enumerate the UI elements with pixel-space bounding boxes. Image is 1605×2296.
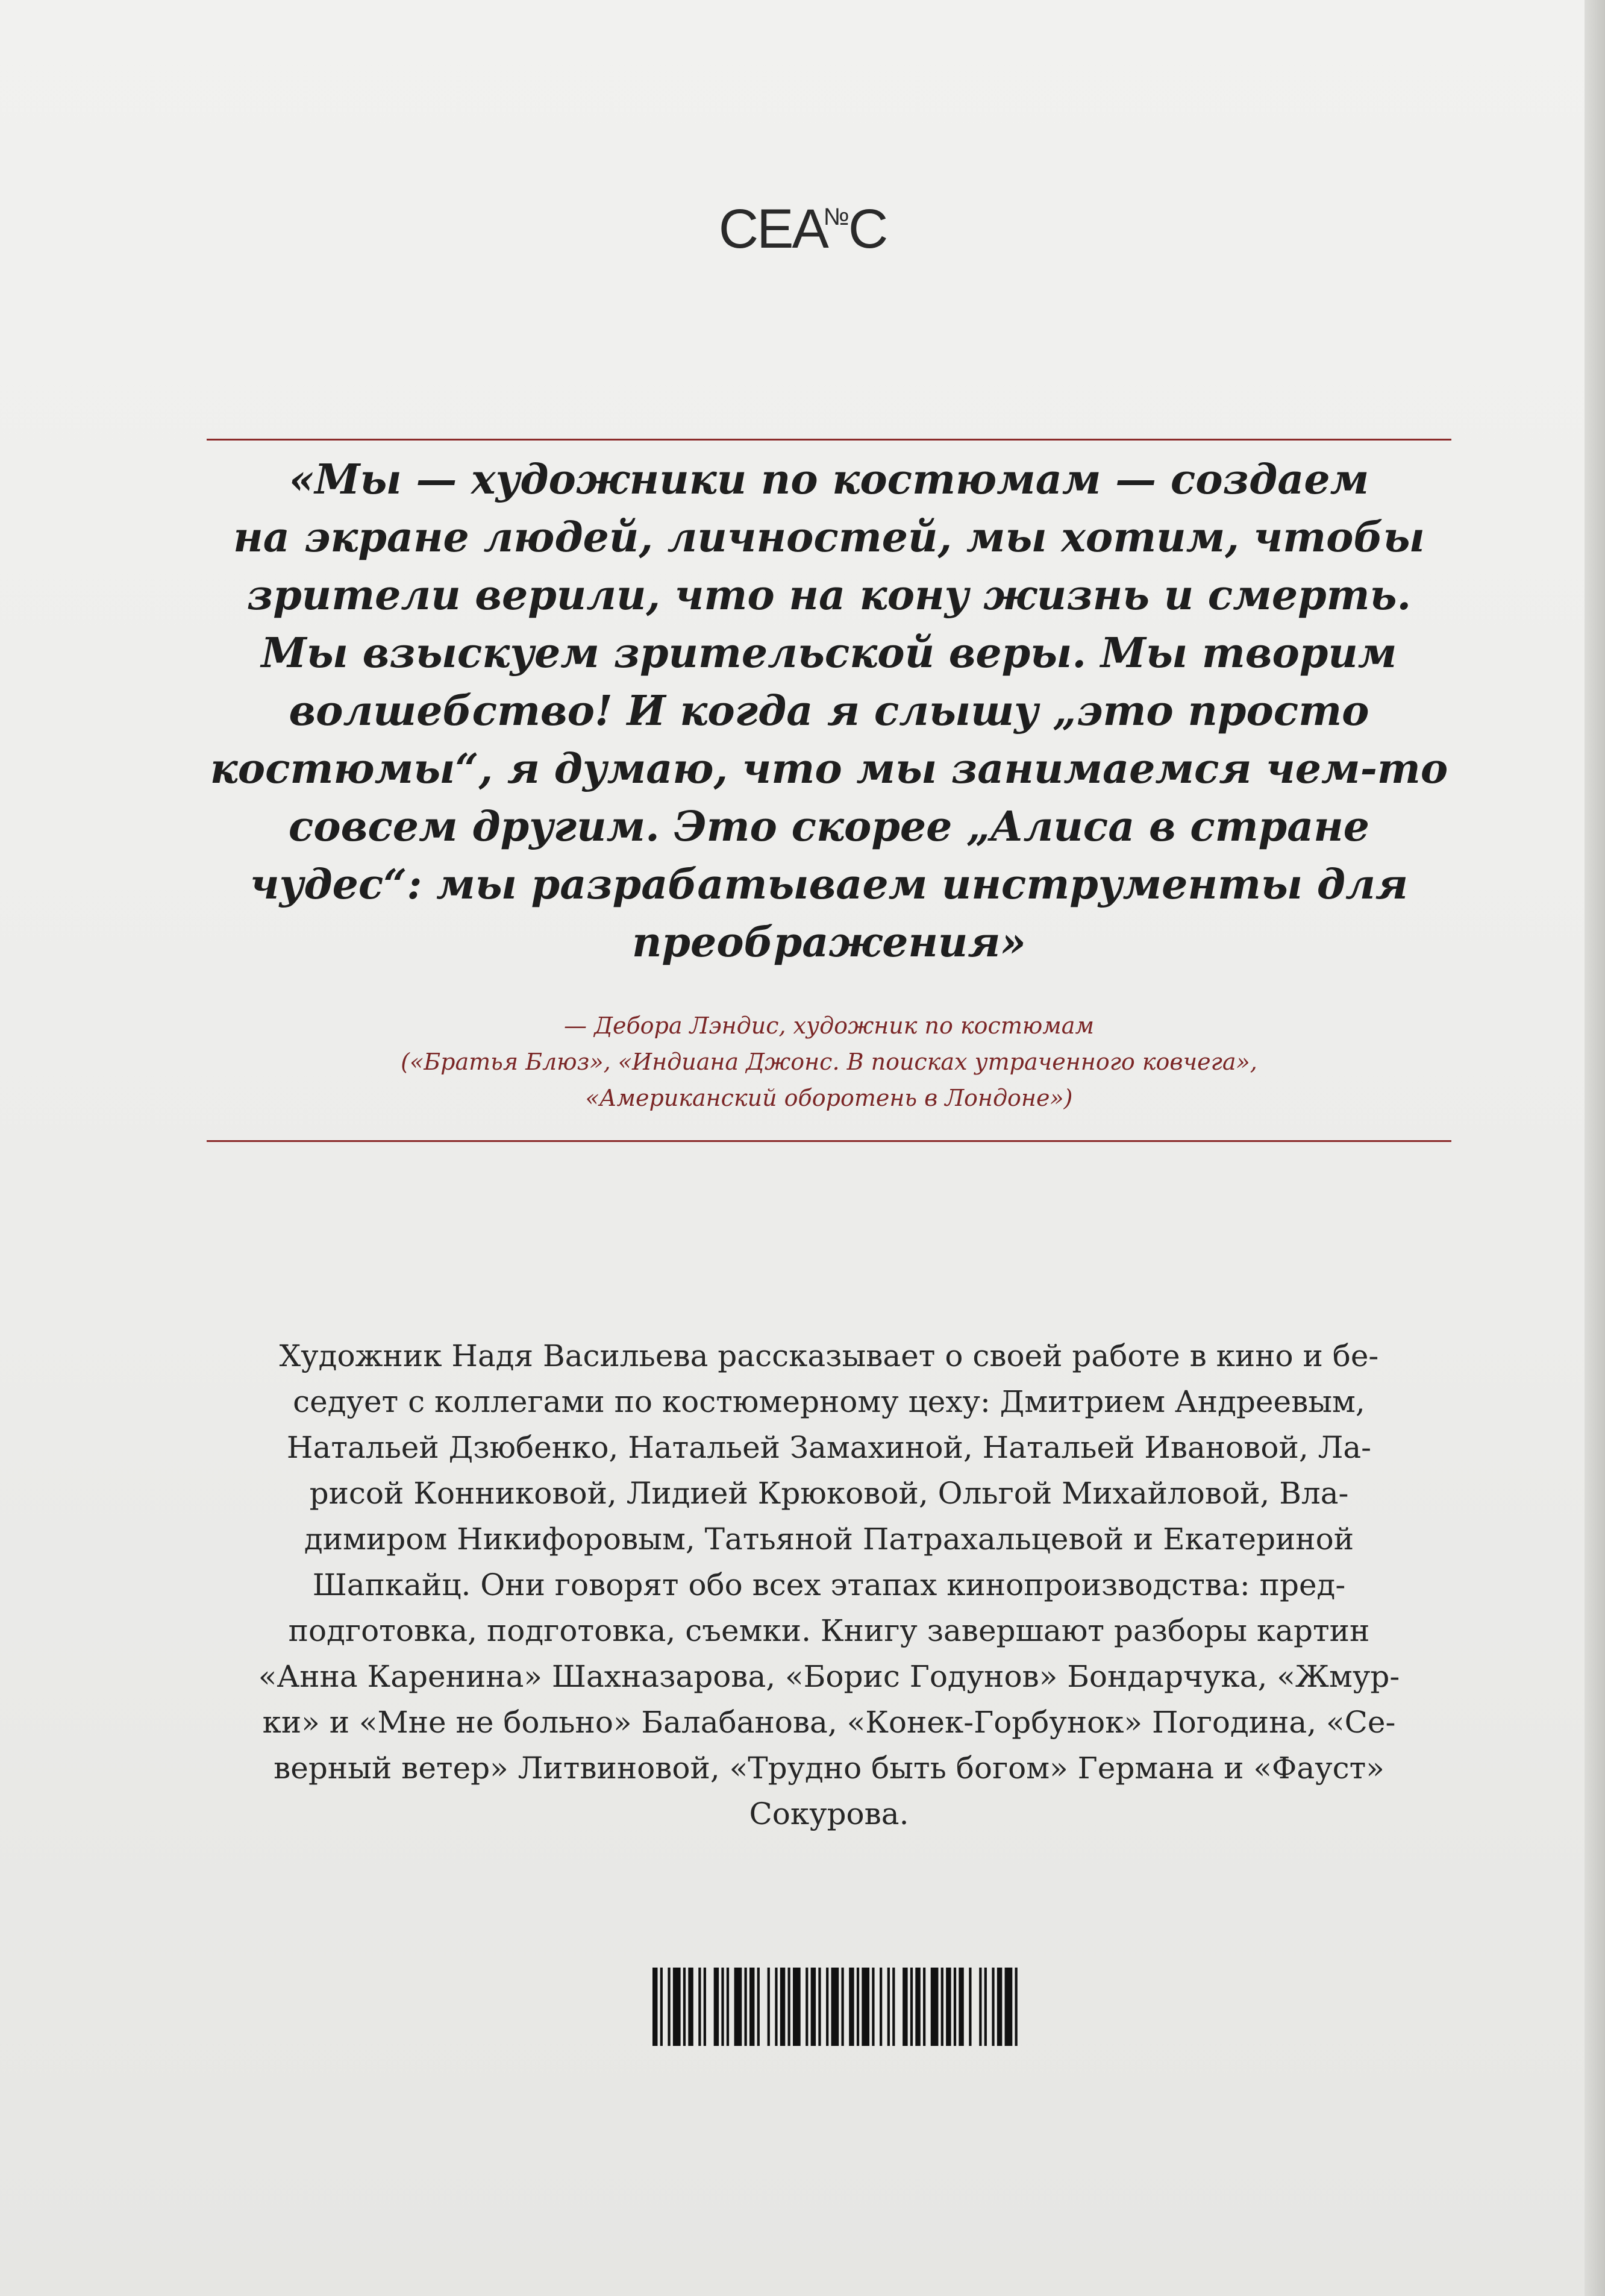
quote-top-rule: [207, 439, 1451, 441]
attribution-line: — Дебора Лэндис, художник по костюмам: [564, 1012, 1094, 1039]
publisher-logo: [0, 181, 1605, 260]
barcode-bar: [880, 1968, 882, 2046]
quote-line: волшебство! И когда я слышу „это просто: [289, 687, 1369, 735]
barcode-bar: [857, 1968, 859, 2046]
barcode-bar: [811, 1968, 816, 2046]
quote-line: преображения»: [631, 918, 1026, 967]
logo-wordmark: [719, 181, 887, 265]
barcode-bar: [862, 1968, 869, 2046]
barcode-bar: [683, 1968, 686, 2046]
description-line: димиром Никифоровым, Татьяной Патрахальцевой и Екатериной: [304, 1522, 1354, 1557]
book-description: [207, 1333, 1451, 1837]
quote-line: «Мы — художники по костюмам — создаем: [289, 456, 1369, 504]
barcode-bar: [959, 1968, 963, 2046]
barcode-bar: [714, 1968, 719, 2046]
description-line: Сокурова.: [749, 1796, 909, 1831]
description-line: подготовка, подготовка, съемки. Книгу завершают разборы картин: [288, 1613, 1370, 1648]
barcode-bar: [887, 1968, 890, 2046]
barcode: [652, 1968, 1020, 2046]
barcode-bar: [979, 1968, 981, 2046]
barcode-bar: [780, 1968, 785, 2046]
logo-numero-sign: №: [823, 204, 849, 230]
barcode-bar: [969, 1968, 971, 2046]
description-line: Натальей Дзюбенко, Натальей Замахиной, Натальей Ивановой, Ла-: [286, 1430, 1372, 1465]
description-line: «Анна Каренина» Шахназарова, «Борис Годунов» Бондарчука, «Жмур-: [258, 1659, 1400, 1694]
description-line: ки» и «Мне не больно» Балабанова, «Конек-Горбунок» Погодина, «Се-: [262, 1705, 1396, 1740]
logo-part-before: СЕА: [718, 198, 827, 260]
barcode-bar: [992, 1968, 994, 2046]
barcode-bar: [903, 1968, 907, 2046]
description-line: рисой Конниковой, Лидией Крюковой, Ольгой Михайловой, Вла-: [309, 1476, 1349, 1511]
quote-bottom-rule: [207, 1140, 1451, 1142]
barcode-bar: [652, 1968, 657, 2046]
description-line: верный ветер» Литвиновой, «Трудно быть богом» Германа и «Фауст»: [274, 1751, 1384, 1786]
attribution-line: («Братья Блюз», «Индиана Джонс. В поисках утраченного ковчега»,: [401, 1049, 1257, 1075]
quote-line: Мы взыскуем зрительской веры. Мы творим: [261, 629, 1397, 677]
barcode-bar: [841, 1968, 843, 2046]
barcode-bar: [923, 1968, 925, 2046]
barcode-bar: [775, 1968, 777, 2046]
barcode-bar: [806, 1968, 808, 2046]
barcode-bar: [673, 1968, 681, 2046]
barcode-bar: [931, 1968, 939, 2046]
epigraph-quote: [207, 451, 1451, 971]
quote-attribution: [207, 1008, 1451, 1116]
barcode-bar: [831, 1968, 839, 2046]
barcode-bar: [768, 1968, 770, 2046]
cover-edge: [1585, 0, 1605, 2296]
barcode-bar: [984, 1968, 987, 2046]
barcode-bar: [745, 1968, 747, 2046]
barcode-bar: [1015, 1968, 1018, 2046]
barcode-bar: [688, 1968, 693, 2046]
barcode-bar: [757, 1968, 760, 2046]
attribution-line: «Американский оборотень в Лондоне»): [585, 1085, 1073, 1111]
barcode-bar: [954, 1968, 956, 2046]
barcode-bar: [910, 1968, 913, 2046]
barcode-bar: [946, 1968, 951, 2046]
barcode-bar: [941, 1968, 943, 2046]
quote-line: костюмы“, я думаю, что мы занимаемся чем-то: [210, 745, 1448, 793]
barcode-bar: [818, 1968, 821, 2046]
barcode-bar: [668, 1968, 670, 2046]
barcode-bar: [826, 1968, 828, 2046]
quote-line: зрители верили, что на кону жизнь и смерть.: [246, 571, 1412, 619]
barcode-bar: [997, 1968, 1002, 2046]
barcode-bar: [849, 1968, 854, 2046]
description-line: Художник Надя Васильева рассказывает о своей работе в кино и бе-: [279, 1338, 1379, 1373]
barcode-bar: [660, 1968, 663, 2046]
logo-part-after: С: [848, 198, 887, 260]
barcode-bar: [698, 1968, 701, 2046]
barcode-bar: [915, 1968, 920, 2046]
barcode-bar: [727, 1968, 729, 2046]
quote-line: совсем другим. Это скорее „Алиса в стране: [288, 803, 1370, 851]
barcode-bar: [721, 1968, 724, 2046]
barcode-bar: [704, 1968, 706, 2046]
barcode-bar: [872, 1968, 874, 2046]
quote-line: чудес“: мы разрабатываем инструменты для: [250, 861, 1408, 909]
description-line: Шапкайц. Они говорят обо всех этапах кинопроизводства: пред-: [312, 1567, 1346, 1602]
barcode-bar: [734, 1968, 742, 2046]
quote-line: на экране людей, личностей, мы хотим, чтобы: [233, 513, 1425, 562]
description-line: седует с коллегами по костюмерному цеху: Дмитрием Андреевым,: [293, 1384, 1365, 1419]
barcode-bar: [788, 1968, 790, 2046]
barcode-bar: [793, 1968, 801, 2046]
barcode-bar: [749, 1968, 754, 2046]
barcode-bar: [1005, 1968, 1013, 2046]
barcode-bar: [892, 1968, 895, 2046]
